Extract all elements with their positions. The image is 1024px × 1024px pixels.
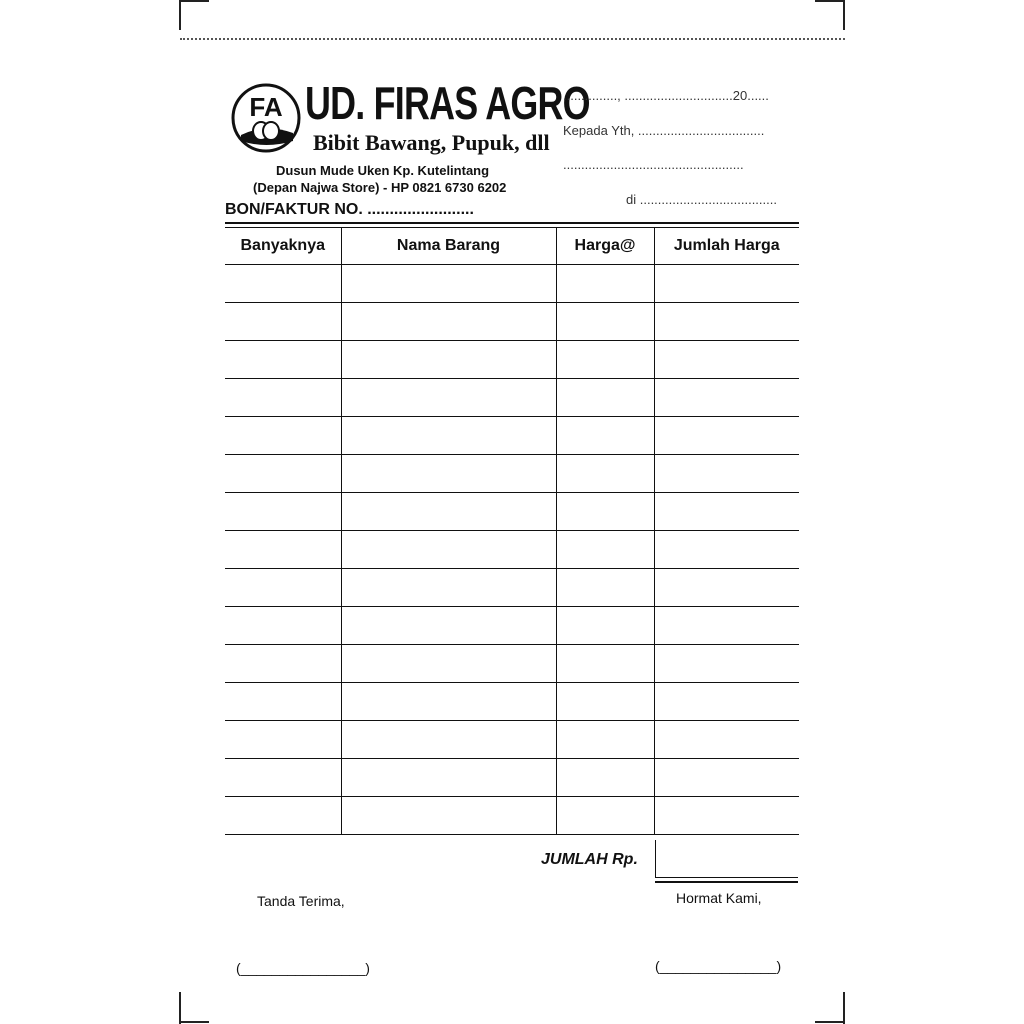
cell-quantity[interactable] <box>225 645 341 683</box>
cell-item-name[interactable] <box>341 417 556 455</box>
sender-signature-label: Hormat Kami, <box>676 890 762 906</box>
cell-quantity[interactable] <box>225 455 341 493</box>
crop-mark-bottom-left-v <box>179 992 181 1024</box>
cell-quantity[interactable] <box>225 759 341 797</box>
cell-unit-price[interactable] <box>556 607 654 645</box>
cell-unit-price[interactable] <box>556 455 654 493</box>
cell-total-price[interactable] <box>654 341 799 379</box>
cell-item-name[interactable] <box>341 721 556 759</box>
table-row <box>225 569 799 607</box>
cell-total-price[interactable] <box>654 531 799 569</box>
cell-quantity[interactable] <box>225 417 341 455</box>
table-row <box>225 721 799 759</box>
cell-item-name[interactable] <box>341 759 556 797</box>
recipient-name-field[interactable]: Kepada Yth, ................................... <box>563 123 765 138</box>
table-row <box>225 341 799 379</box>
cell-total-price[interactable] <box>654 721 799 759</box>
cell-item-name[interactable] <box>341 455 556 493</box>
cell-quantity[interactable] <box>225 379 341 417</box>
cell-item-name[interactable] <box>341 797 556 835</box>
col-header-quantity: Banyaknya <box>225 228 341 265</box>
table-row <box>225 455 799 493</box>
cell-quantity[interactable] <box>225 569 341 607</box>
table-row <box>225 265 799 303</box>
cell-quantity[interactable] <box>225 607 341 645</box>
cell-unit-price[interactable] <box>556 531 654 569</box>
cell-item-name[interactable] <box>341 303 556 341</box>
crop-mark-bottom-right-h <box>815 1021 845 1023</box>
cell-item-name[interactable] <box>341 645 556 683</box>
sender-signature-line[interactable]: (_______________) <box>655 958 782 974</box>
table-row <box>225 379 799 417</box>
cell-unit-price[interactable] <box>556 493 654 531</box>
date-field[interactable]: ..............., ..............................20...... <box>563 88 769 103</box>
col-header-item-name: Nama Barang <box>341 228 556 265</box>
recipient-extra-field[interactable]: .................................................. <box>563 157 744 172</box>
cell-item-name[interactable] <box>341 607 556 645</box>
crop-mark-bottom-right-v <box>843 992 845 1024</box>
cell-total-price[interactable] <box>654 759 799 797</box>
table-row <box>225 493 799 531</box>
cell-unit-price[interactable] <box>556 265 654 303</box>
cell-item-name[interactable] <box>341 531 556 569</box>
total-amount-field[interactable] <box>655 840 799 878</box>
total-label: JUMLAH Rp. <box>541 851 638 868</box>
total-double-underline <box>655 877 798 883</box>
cell-quantity[interactable] <box>225 531 341 569</box>
cell-item-name[interactable] <box>341 341 556 379</box>
table-row <box>225 797 799 835</box>
receiver-signature-label: Tanda Terima, <box>257 893 345 909</box>
table-row <box>225 759 799 797</box>
recipient-location-field[interactable]: di ...................................... <box>626 192 777 207</box>
cell-total-price[interactable] <box>654 683 799 721</box>
cell-quantity[interactable] <box>225 341 341 379</box>
cell-item-name[interactable] <box>341 379 556 417</box>
receiver-signature-line[interactable]: (________________) <box>236 960 370 976</box>
table-header-row <box>225 228 799 265</box>
table-row <box>225 417 799 455</box>
crop-mark-top-left-v <box>179 0 181 30</box>
cell-unit-price[interactable] <box>556 683 654 721</box>
crop-mark-bottom-left-h <box>179 1021 209 1023</box>
cell-unit-price[interactable] <box>556 569 654 607</box>
crop-mark-top-right-h <box>815 0 845 2</box>
cell-total-price[interactable] <box>654 455 799 493</box>
cell-total-price[interactable] <box>654 265 799 303</box>
table-row <box>225 645 799 683</box>
cell-quantity[interactable] <box>225 303 341 341</box>
cell-item-name[interactable] <box>341 683 556 721</box>
cell-unit-price[interactable] <box>556 417 654 455</box>
faktur-number-field[interactable]: BON/FAKTUR NO. ........................ <box>225 201 474 218</box>
address-line-1: Dusun Mude Uken Kp. Kutelintang <box>276 163 490 178</box>
table-row <box>225 683 799 721</box>
cell-unit-price[interactable] <box>556 797 654 835</box>
col-header-unit-price: Harga@ <box>556 228 654 265</box>
cell-total-price[interactable] <box>654 607 799 645</box>
cell-quantity[interactable] <box>225 493 341 531</box>
cell-total-price[interactable] <box>654 493 799 531</box>
cell-total-price[interactable] <box>654 417 799 455</box>
cell-quantity[interactable] <box>225 797 341 835</box>
cell-quantity[interactable] <box>225 721 341 759</box>
table-row <box>225 607 799 645</box>
crop-mark-top-right-v <box>843 0 845 30</box>
company-name: UD. FIRAS AGRO <box>305 77 590 129</box>
cell-item-name[interactable] <box>341 569 556 607</box>
cell-total-price[interactable] <box>654 379 799 417</box>
company-tagline: Bibit Bawang, Pupuk, dll <box>313 130 550 155</box>
company-logo <box>231 83 301 153</box>
cell-total-price[interactable] <box>654 797 799 835</box>
cell-item-name[interactable] <box>341 265 556 303</box>
cell-quantity[interactable] <box>225 683 341 721</box>
cell-unit-price[interactable] <box>556 341 654 379</box>
cell-item-name[interactable] <box>341 493 556 531</box>
crop-mark-top-left-h <box>179 0 209 2</box>
cell-unit-price[interactable] <box>556 303 654 341</box>
col-header-total-price: Jumlah Harga <box>654 228 799 265</box>
cell-total-price[interactable] <box>654 645 799 683</box>
cell-total-price[interactable] <box>654 303 799 341</box>
perforation-line <box>180 38 845 40</box>
table-row <box>225 531 799 569</box>
cell-unit-price[interactable] <box>556 645 654 683</box>
cell-unit-price[interactable] <box>556 379 654 417</box>
table-row <box>225 303 799 341</box>
logo-monogram: FA <box>249 92 283 122</box>
cell-quantity[interactable] <box>225 265 341 303</box>
invoice-table <box>225 228 799 835</box>
address-line-2: (Depan Najwa Store) - HP 0821 6730 6202 <box>253 180 507 195</box>
cell-total-price[interactable] <box>654 569 799 607</box>
cell-unit-price[interactable] <box>556 721 654 759</box>
cell-unit-price[interactable] <box>556 759 654 797</box>
